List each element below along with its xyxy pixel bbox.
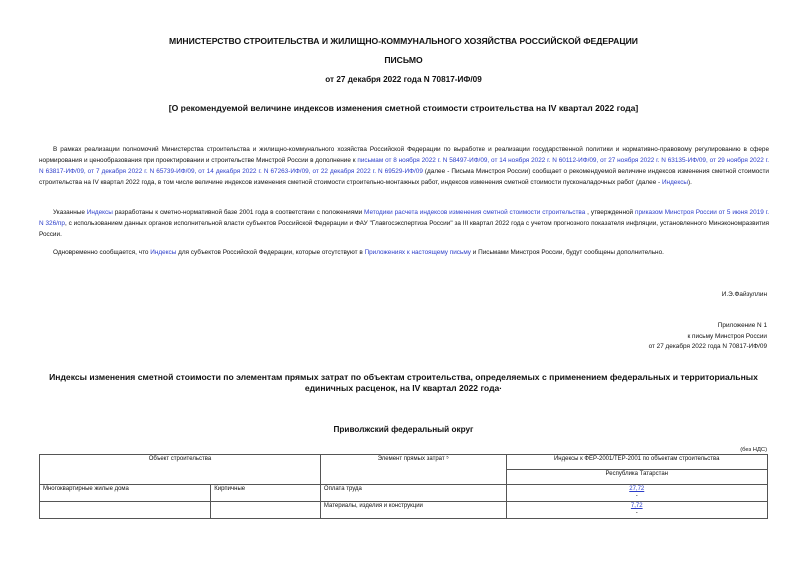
value-dash: - — [635, 493, 638, 499]
indexes-link[interactable]: Индексы — [661, 179, 689, 186]
appendix-header — [649, 321, 767, 353]
cell-element: Материалы, изделия и конструкции — [320, 502, 506, 519]
appendix-line: от 27 декабря 2022 года N 70817-ИФ/09 — [648, 343, 767, 350]
doc-date-number: от 27 декабря 2022 года N 70817-ИФ/09 — [325, 75, 482, 84]
doc-subject: [О рекомендуемой величине индексов изменения сметной стоимости строительства на IV квартал 2022 года] — [168, 103, 639, 113]
appendix-link[interactable]: Приложениях к настоящему письму — [364, 249, 471, 256]
cell-object — [40, 502, 211, 519]
district-heading: Приволжский федеральный округ — [333, 425, 474, 434]
paragraph-text: , с использованием данных органов исполнительной власти субъектов Российской Федерации и ФАУ "Главгосэкспертиза России" за III квартал 2022 года с учетом прогнозного показателя инфляции, установленного Минэкономразвития России. — [39, 220, 769, 238]
value-link[interactable]: 27,72 — [629, 486, 645, 492]
table-row — [40, 502, 768, 519]
letters-link[interactable]: письмам от 8 ноября 2022 г. N 58497-ИФ/09, от 14 ноября 2022 г. N 60112-ИФ/09, от 27 ноября 2022 г. N 63135-ИФ/09, от 29 ноября 2022 г. N 63817-ИФ/09, от 7 декабря 2022 г. N 65739-ИФ/09, от 14 декабря 2022 г. N 67263-ИФ/09, от 22 декабря 2022 г. N 69529-ИФ/09 — [39, 157, 769, 175]
ministry-heading: МИНИСТЕРСТВО СТРОИТЕЛЬСТВА И ЖИЛИЩНО-КОММУНАЛЬНОГО ХОЗЯЙСТВА РОССИЙСКОЙ ФЕДЕРАЦИИ — [169, 36, 638, 46]
methodology-link[interactable]: Методики расчета индексов изменения сметной стоимости строительства — [364, 209, 586, 216]
header-index: Индексы к ФЕР-2001/ТЕР-2001 по объектам строительства — [506, 455, 768, 470]
paragraph-2 — [39, 207, 769, 240]
indexes-link[interactable]: Индексы — [150, 249, 177, 256]
paragraph-text: для субъектов Российской Федерации, которые отсутствуют в — [176, 249, 365, 256]
paragraph-text: (далее - Письма Минстроя России) сообщает о рекомендуемой величине индексов изменения сметной стоимости строительства на IV квартал 2022 года, в том числе величине индексов изменения сметной стоимости строительно-монтажных работ, индексов изменения сметной стоимости пусконаладочных работ (далее - — [39, 168, 769, 186]
header-element: Элемент прямых затрат ⁵ — [320, 455, 506, 485]
paragraph-text: , утвержденной — [585, 209, 636, 216]
paragraph-text: Указанные — [53, 209, 87, 216]
nds-note: (без НДС) — [740, 447, 767, 453]
cell-object: Многоквартирные жилые дома — [40, 485, 211, 502]
cell-material — [211, 502, 321, 519]
index-table — [39, 454, 768, 519]
indexes-link[interactable]: Индексы — [86, 209, 113, 216]
table-title: Индексы изменения сметной стоимости по элементам прямых затрат по объектам строительства, определяемых с применением федеральных и территориальных единичных расценок, на IV квартал 2022 года· — [49, 372, 758, 393]
order-link[interactable]: приказом Минстроя России от 5 июня 2019 г. N 326/пр — [39, 209, 769, 227]
value-dash: - — [635, 510, 638, 516]
table-header-row — [40, 455, 768, 470]
paragraph-1 — [39, 144, 769, 188]
table-row — [40, 485, 768, 502]
header-region: Республика Татарстан — [506, 470, 768, 485]
cell-element: Оплата труда — [320, 485, 506, 502]
paragraph-text: и Письмами Минстроя России, будут сообщены дополнительно. — [471, 249, 664, 256]
paragraph-text: разработаны к сметно-нормативной базе 2001 года в соответствии с положениями — [112, 209, 365, 216]
signer-name: И.Э.Файзуллин — [721, 291, 767, 298]
cell-value — [506, 485, 768, 502]
cell-material: Кирпичные — [211, 485, 321, 502]
cell-value — [506, 502, 768, 519]
value-link[interactable]: 7,72 — [630, 503, 643, 509]
appendix-line: Приложение N 1 — [717, 322, 767, 329]
paragraph-3 — [39, 247, 769, 258]
paragraph-text: ). — [688, 179, 692, 186]
doc-type-heading: ПИСЬМО — [384, 55, 423, 65]
paragraph-text: Одновременно сообщается, что — [53, 249, 151, 256]
header-object: Объект строительства — [40, 455, 321, 485]
appendix-line: к письму Минстроя России — [687, 332, 767, 340]
paragraph-text: В рамках реализации полномочий Министерства строительства и жилищно-коммунального хозяйства Российской Федерации по выработке и реализации государственной политики и нормативно-правовому регулированию в сфере нормирования и ценообразования при проектировании и строительстве Минстрой России в дополнение к — [39, 146, 769, 164]
